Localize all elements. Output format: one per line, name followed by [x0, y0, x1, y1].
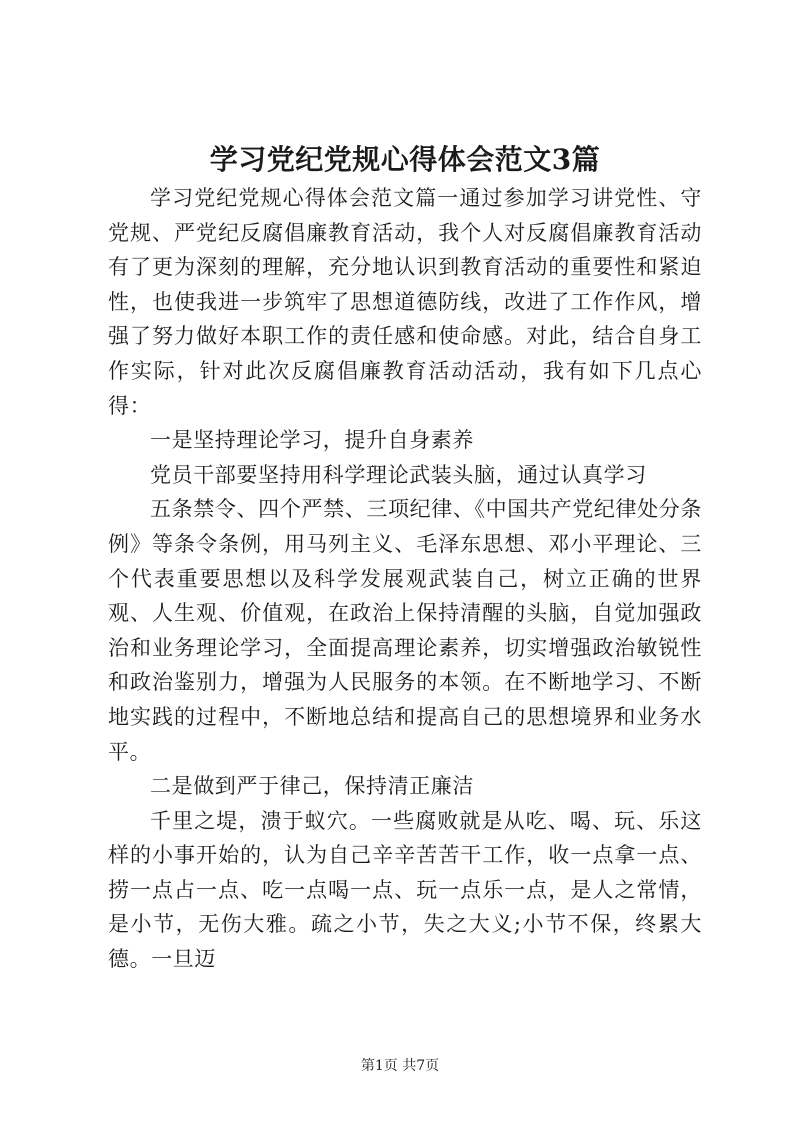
document-body — [108, 181, 702, 977]
document-page — [108, 139, 702, 977]
section-heading-1: 一是坚持理论学习，提升自身素养 — [150, 428, 474, 453]
paragraph-section-1-body: 五条禁令、四个严禁、三项纪律、《中国共产党纪律处分条例》等条令条例，用马列主义、毛泽东思想、邓小平理论、三个代表重要思想以及科学发展观武装自己，树立正确的世界观、人生观、价值观，在政治上保持清醒的头脑，自觉加强政治和业务理论学习，全面提高理论素养，切实增强政治敏锐性和政治鉴别力，增强为人民服务的本领。在不断地学习、不断地实践的过程中，不断地总结和提高自己的思想境界和业务水平。 — [108, 497, 702, 764]
paragraph-intro: 学习党纪党规心得体会范文篇一通过参加学习讲党性、守党规、严党纪反腐倡廉教育活动，我个人对反腐倡廉教育活动有了更为深刻的理解，充分地认识到教育活动的重要性和紧迫性，也使我进一步筑牢了思想道德防线，改进了工作作风，增强了努力做好本职工作的责任感和使命感。对此，结合自身工作实际，针对此次反腐倡廉教育活动活动，我有如下几点心得： — [108, 186, 702, 418]
section-heading-2: 二是做到严于律己，保持清正廉洁 — [150, 774, 474, 799]
document-title: 学习党纪党规心得体会范文3篇 — [209, 143, 601, 176]
paragraph-section-2-body: 千里之堤，溃于蚁穴。一些腐败就是从吃、喝、玩、乐这样的小事开始的，认为自己辛辛苦苦干工作，收一点拿一点、捞一点占一点、吃一点喝一点、玩一点乐一点，是人之常情，是小节，无伤大雅。疏之小节，失之大义;小节不保，终累大德。一旦迈 — [108, 808, 702, 972]
page-number-footer: 第1页 共7页 — [360, 1058, 440, 1074]
paragraph-section-1-lead: 党员干部要坚持用科学理论武装头脑，通过认真学习 — [150, 462, 647, 487]
